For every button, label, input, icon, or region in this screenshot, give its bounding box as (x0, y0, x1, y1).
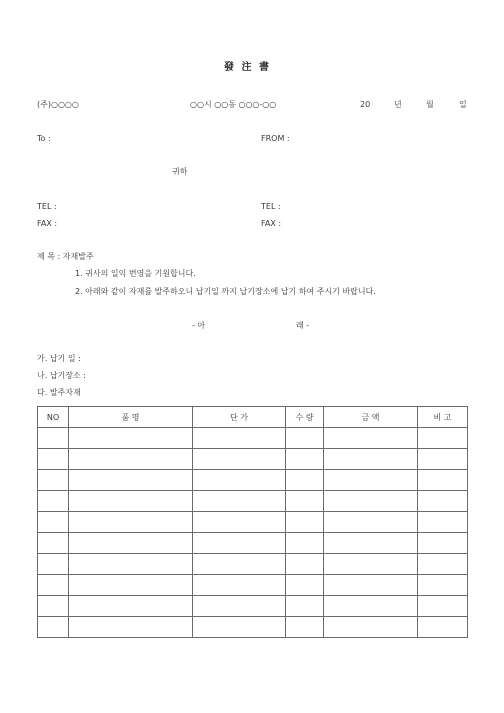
table-cell[interactable] (286, 596, 324, 617)
item-delivery-place: 나. 납기장소 : (37, 371, 86, 380)
table-cell[interactable] (38, 512, 69, 533)
table-cell[interactable] (69, 491, 193, 512)
table-cell[interactable] (418, 512, 468, 533)
table-row (38, 554, 468, 575)
table-cell[interactable] (418, 554, 468, 575)
header-quantity: 수 량 (286, 407, 324, 428)
table-cell[interactable] (418, 470, 468, 491)
table-cell[interactable] (69, 533, 193, 554)
item-order-materials: 다. 발주자재 (37, 388, 81, 397)
table-cell[interactable] (324, 554, 418, 575)
table-cell[interactable] (418, 491, 468, 512)
table-cell[interactable] (193, 575, 286, 596)
table-cell[interactable] (418, 449, 468, 470)
table-cell[interactable] (324, 470, 418, 491)
table-cell[interactable] (193, 596, 286, 617)
table-cell[interactable] (38, 575, 69, 596)
table-cell[interactable] (286, 554, 324, 575)
table-cell[interactable] (324, 617, 418, 638)
table-cell[interactable] (193, 533, 286, 554)
table-cell[interactable] (38, 428, 69, 449)
body-line-2: 2. 아래와 같이 자재를 발주하오니 납기일 까지 납기장소에 납기 하여 주시기 바랍니다. (75, 287, 376, 296)
table-cell[interactable] (193, 617, 286, 638)
date-month-unit: 월 (426, 100, 434, 109)
table-row (38, 470, 468, 491)
table-cell[interactable] (324, 575, 418, 596)
table-row (38, 575, 468, 596)
table-cell[interactable] (324, 533, 418, 554)
table-cell[interactable] (38, 449, 69, 470)
table-cell[interactable] (38, 617, 69, 638)
fax-label-right: FAX : (261, 219, 282, 228)
table-cell[interactable] (286, 617, 324, 638)
header-no: NO (38, 407, 69, 428)
table-cell[interactable] (286, 512, 324, 533)
table-cell[interactable] (324, 491, 418, 512)
table-cell[interactable] (193, 554, 286, 575)
from-label: FROM : (261, 134, 290, 143)
table-cell[interactable] (286, 491, 324, 512)
table-cell[interactable] (193, 428, 286, 449)
header-remarks: 비 고 (418, 407, 468, 428)
table-row (38, 512, 468, 533)
table-cell[interactable] (69, 596, 193, 617)
tel-label-right: TEL : (261, 202, 281, 211)
table-cell[interactable] (324, 512, 418, 533)
table-row (38, 449, 468, 470)
table-row (38, 491, 468, 512)
table-cell[interactable] (193, 470, 286, 491)
table-cell[interactable] (69, 428, 193, 449)
document-title: 發 注 書 (224, 62, 271, 73)
table-cell[interactable] (324, 449, 418, 470)
date-year-unit: 년 (394, 100, 402, 109)
table-cell[interactable] (69, 617, 193, 638)
sender-company: (주)○○○○ (37, 100, 79, 109)
below-heading-left: - 아 (192, 321, 206, 330)
table-cell[interactable] (193, 491, 286, 512)
table-cell[interactable] (286, 575, 324, 596)
table-header-row (38, 407, 468, 428)
tel-label-left: TEL : (37, 202, 57, 211)
table-cell[interactable] (38, 596, 69, 617)
table-cell[interactable] (418, 617, 468, 638)
date-year: 20 (360, 100, 371, 109)
table-cell[interactable] (193, 512, 286, 533)
table-cell[interactable] (38, 491, 69, 512)
table-row (38, 596, 468, 617)
table-row (38, 428, 468, 449)
sender-address: ○○시 ○○동 ○○○-○○ (190, 100, 277, 109)
table-cell[interactable] (286, 449, 324, 470)
date-day-unit: 일 (459, 100, 467, 109)
header-amount: 금 액 (324, 407, 418, 428)
table-row (38, 533, 468, 554)
table-cell[interactable] (69, 554, 193, 575)
table-row (38, 617, 468, 638)
table-cell[interactable] (418, 428, 468, 449)
table-cell[interactable] (286, 428, 324, 449)
table-cell[interactable] (418, 533, 468, 554)
table-cell[interactable] (418, 575, 468, 596)
fax-label-left: FAX : (37, 219, 58, 228)
honorific: 귀하 (172, 167, 188, 176)
table-cell[interactable] (286, 533, 324, 554)
table-cell[interactable] (324, 596, 418, 617)
item-delivery-date: 가. 납기 일 : (37, 354, 81, 363)
table-cell[interactable] (69, 449, 193, 470)
order-table (37, 406, 468, 638)
to-label: To : (37, 134, 51, 143)
subject-line: 제 목 : 자재발주 (37, 252, 94, 261)
table-cell[interactable] (324, 428, 418, 449)
table-cell[interactable] (193, 449, 286, 470)
table-cell[interactable] (38, 533, 69, 554)
table-cell[interactable] (418, 596, 468, 617)
table-cell[interactable] (286, 470, 324, 491)
body-line-1: 1. 귀사의 일익 번영을 기원합니다. (75, 269, 196, 278)
table-cell[interactable] (69, 575, 193, 596)
table-cell[interactable] (38, 554, 69, 575)
table-cell[interactable] (38, 470, 69, 491)
header-unit-price: 단 가 (193, 407, 286, 428)
table-cell[interactable] (69, 512, 193, 533)
table-cell[interactable] (69, 470, 193, 491)
header-item-name: 품 명 (69, 407, 193, 428)
below-heading-right: 래 - (296, 321, 310, 330)
